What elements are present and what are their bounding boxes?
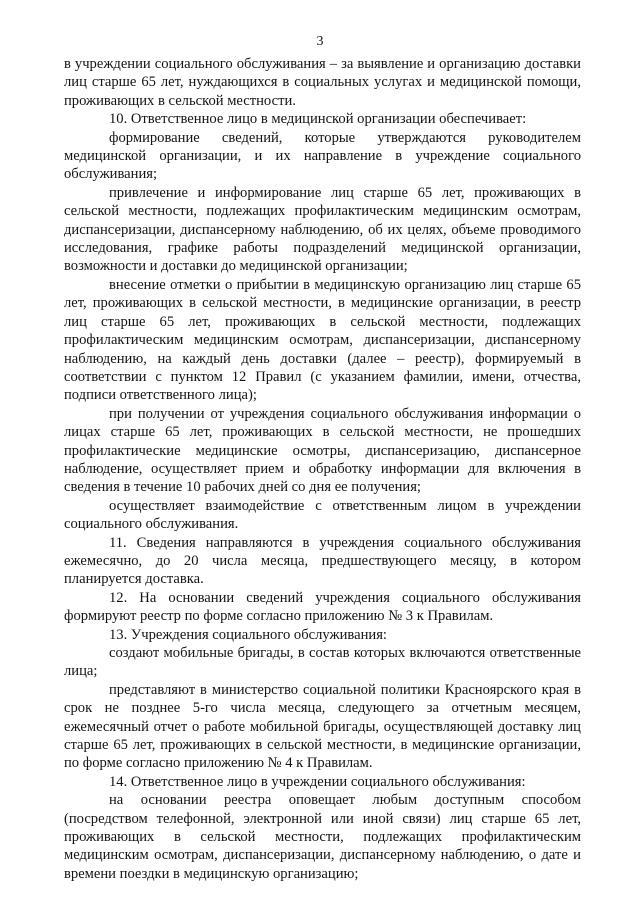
paragraph-continuation: в учреждении социального обслуживания – за выявление и организацию доставки лиц старше 65 лет, нуждающихся в социальных услугах и медицинской помощи, проживающих в сельской местности. (64, 56, 581, 109)
paragraph-item-13: 13. Учреждения социального обслуживания: (109, 626, 387, 643)
paragraph-subitem: внесение отметки о прибытии в медицинскую организацию лиц старше 65 лет, проживающих в сельской местности, в медицинские организации, в реестр лиц старше 65 лет, проживающих в сельской местности, подлежащих профилактическим медицинским осмотрам, диспансеризации, диспансерному наблюдению, на каждый день доставки (далее – реестр), формируемый в соответствии с пунктом 12 Правил (с указанием фамилии, имени, отчества, подписи ответственного лица); (64, 276, 581, 404)
paragraph-item-10: 10. Ответственное лицо в медицинской организации обеспечивает: (109, 111, 527, 128)
paragraph-subitem: осуществляет взаимодействие с ответственным лицом в учреждении социального обслуживания. (64, 497, 581, 533)
paragraph-subitem: формирование сведений, которые утверждаются руководителем медицинской организации, и их направление в учреждение социального обслуживания; (64, 129, 581, 183)
page-number: 3 (316, 34, 324, 49)
document-body (64, 55, 581, 883)
paragraph-item-11: 11. Сведения направляются в учреждения социального обслуживания ежемесячно, до 20 числа месяца, предшествующего месяцу, в котором планируется доставка. (64, 534, 581, 588)
paragraph-subitem: на основании реестра оповещает любым доступным способом (посредством телефонной, электронной или иной связи) лиц старше 65 лет, проживающих в сельской местности, подлежащих профилактическим медицинским осмотрам, диспансеризации, диспансерному наблюдению, о дате и времени поездки в медицинскую организацию; (64, 792, 581, 882)
paragraph-subitem: привлечение и информирование лиц старше 65 лет, проживающих в сельской местности, подлежащих профилактическим медицинским осмотрам, диспансеризации, диспансерному наблюдению, об их целях, объеме проводимого исследования, графике работы подразделений медицинской организации, возможности и доставки до медицинской организации; (64, 184, 581, 275)
paragraph-subitem: представляют в министерство социальной политики Красноярского края в срок не позднее 5-го числа месяца, следующего за отчетным месяцем, ежемесячный отчет о работе мобильной бригады, осуществляющей доставку лиц старше 65 лет, проживающих в сельской местности, в медицинские организации, по форме согласно приложению № 4 к Правилам. (64, 681, 581, 772)
paragraph-item-12: 12. На основании сведений учреждения социального обслуживания формируют реестр по форме согласно приложению № 3 к Правилам. (64, 589, 581, 625)
paragraph-item-14: 14. Ответственное лицо в учреждении социального обслуживания: (109, 773, 526, 790)
paragraph-subitem: создают мобильные бригады, в состав которых включаются ответственные лица; (64, 645, 581, 680)
paragraph-subitem: при получении от учреждения социального обслуживания информации о лицах старше 65 лет, проживающих в сельской местности, не прошедших профилактические медицинские осмотры, диспансеризацию, диспансерное наблюдение, осуществляет прием и обработку информации для включения в сведения в течение 10 рабочих дней со дня ее получения; (64, 405, 581, 496)
